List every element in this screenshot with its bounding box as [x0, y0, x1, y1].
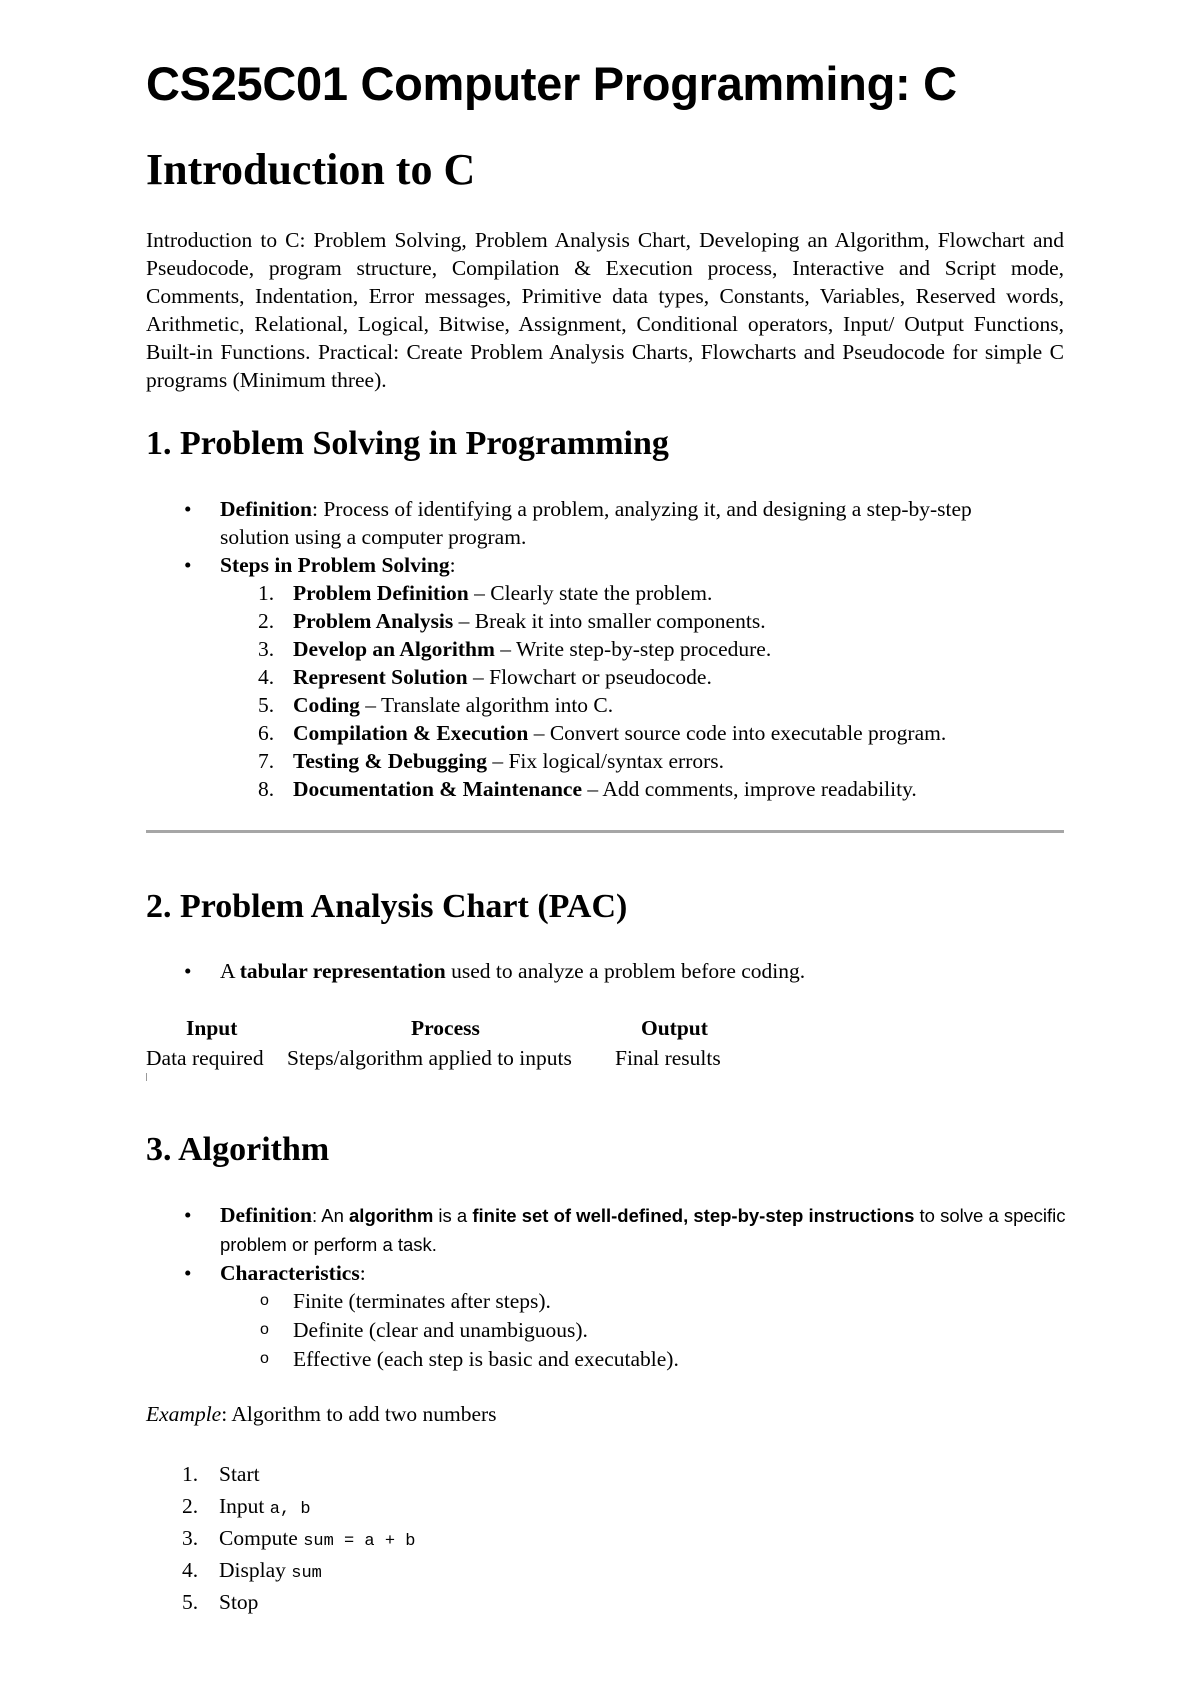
list-item: o Definite (clear and unambiguous).	[220, 1316, 1066, 1345]
step-term: Testing & Debugging	[293, 749, 487, 773]
horizontal-divider	[146, 830, 1064, 833]
def-bold: finite set of well-defined, step-by-step instructions	[472, 1205, 915, 1226]
example-text: : Algorithm to add two numbers	[221, 1402, 497, 1426]
list-number: 5.	[258, 693, 275, 717]
step-desc: – Fix logical/syntax errors.	[486, 749, 725, 773]
list-item	[146, 1556, 415, 1588]
step-term: Develop an Algorithm	[293, 637, 495, 661]
section-heading-problem-solving: 1. Problem Solving in Programming	[146, 425, 669, 462]
def-text: is a	[433, 1205, 473, 1226]
step-term: Documentation & Maintenance	[293, 777, 583, 801]
list-number: 2.	[182, 1494, 199, 1518]
list-number: 1.	[258, 581, 275, 605]
list-number: 8.	[258, 777, 275, 801]
list-item: o Finite (terminates after steps).	[220, 1287, 1066, 1316]
intro-paragraph: Introduction to C: Problem Solving, Problem Analysis Chart, Developing an Algorithm, Flowchart and Pseudocode, program structure, Compilation & Execution process, Interactive and Script mode, Comments, Indentation, Error messages, Primitive data types, Constants, Variables, Reserved words, Arithmetic, Relational, Logical, Bitwise, Assignment, Conditional operators, Input/ Output Functions, Built-in Functions. Practical: Create Problem Analysis Charts, Flowcharts and Pseudocode for simple C programs (Minimum three).	[146, 228, 1064, 392]
characteristics-colon: :	[359, 1261, 366, 1285]
pac-header-output: Output	[641, 1016, 708, 1040]
example-line	[146, 1402, 497, 1427]
list-item	[220, 747, 1066, 775]
list-item	[220, 607, 1066, 635]
pac-header-input: Input	[186, 1016, 238, 1040]
step-text: Start	[219, 1462, 260, 1486]
list-number: 7.	[258, 749, 275, 773]
characteristics-bullet	[146, 1259, 1066, 1374]
steps-colon: :	[449, 553, 456, 577]
pac-list	[146, 957, 805, 985]
list-item	[220, 691, 1066, 719]
step-desc: – Convert source code into executable program.	[528, 721, 947, 745]
list-item	[146, 1492, 415, 1524]
step-desc: – Add comments, improve readability.	[582, 777, 917, 801]
list-number: 3.	[182, 1526, 199, 1550]
def-text: to solve a specific problem or perform a task.	[220, 1205, 1066, 1255]
list-item	[220, 579, 1066, 607]
list-item	[220, 635, 1066, 663]
pac-header-process: Process	[411, 1016, 480, 1040]
pac-bullet-bold: tabular representation	[239, 959, 446, 983]
list-number: 5.	[182, 1590, 199, 1614]
list-number: 4.	[258, 665, 275, 689]
step-term: Coding	[293, 693, 360, 717]
list-number: 3.	[258, 637, 275, 661]
definition-bullet	[146, 495, 1066, 551]
list-item	[146, 1460, 415, 1492]
list-number: 1.	[182, 1462, 199, 1486]
definition-label: Definition	[220, 497, 312, 521]
def-text: : An	[311, 1205, 350, 1226]
list-item	[146, 1524, 415, 1556]
step-text: Input	[219, 1494, 270, 1518]
pac-bullet-prefix: A	[220, 959, 240, 983]
algorithm-definition-label: Definition	[220, 1203, 312, 1227]
characteristics-list	[220, 1287, 1066, 1374]
step-term: Problem Analysis	[293, 609, 454, 633]
pac-cell-process: Steps/algorithm applied to inputs	[287, 1046, 572, 1070]
step-term: Problem Definition	[293, 581, 469, 605]
step-code: sum = a + b	[303, 1532, 416, 1551]
problem-solving-list	[146, 495, 1066, 803]
list-item	[146, 1588, 415, 1620]
algorithm-list	[146, 1201, 1066, 1374]
table-border-mark	[146, 1073, 147, 1081]
list-number: 4.	[182, 1558, 199, 1582]
step-code: sum	[291, 1564, 322, 1583]
pac-cell-input: Data required	[146, 1046, 264, 1070]
document-title: CS25C01 Computer Programming: C	[146, 57, 957, 110]
list-item	[220, 775, 1066, 803]
def-bold: algorithm	[349, 1205, 434, 1226]
example-steps-list	[146, 1460, 415, 1620]
pac-cell-output: Final results	[615, 1046, 721, 1070]
section-heading-algorithm: 3. Algorithm	[146, 1131, 330, 1168]
step-desc: – Translate algorithm into C.	[359, 693, 614, 717]
step-desc: – Flowchart or pseudocode.	[467, 665, 712, 689]
list-item: o Effective (each step is basic and executable).	[220, 1345, 1066, 1374]
steps-label: Steps in Problem Solving	[220, 553, 450, 577]
step-desc: – Write step-by-step procedure.	[494, 637, 772, 661]
list-number: 6.	[258, 721, 275, 745]
steps-bullet	[146, 551, 1066, 803]
step-desc: – Break it into smaller components.	[453, 609, 766, 633]
pac-bullet-suffix: used to analyze a problem before coding.	[445, 959, 806, 983]
step-text: Compute	[219, 1526, 304, 1550]
list-item	[220, 719, 1066, 747]
pac-bullet	[146, 957, 805, 985]
example-label: Example	[146, 1402, 222, 1426]
definition-text: : Process of identifying a problem, analyzing it, and designing a step-by-step solution using a computer program.	[220, 497, 972, 549]
steps-list	[220, 579, 1066, 803]
step-text: Stop	[219, 1590, 259, 1614]
list-number: 2.	[258, 609, 275, 633]
list-item	[220, 663, 1066, 691]
step-code: a, b	[269, 1500, 311, 1519]
step-term: Represent Solution	[293, 665, 468, 689]
document-subtitle: Introduction to C	[146, 145, 476, 194]
step-desc: – Clearly state the problem.	[468, 581, 713, 605]
step-text: Display	[219, 1558, 292, 1582]
section-heading-pac: 2. Problem Analysis Chart (PAC)	[146, 888, 628, 925]
characteristics-label: Characteristics	[220, 1261, 360, 1285]
algorithm-definition-bullet	[146, 1201, 1066, 1259]
step-term: Compilation & Execution	[293, 721, 529, 745]
